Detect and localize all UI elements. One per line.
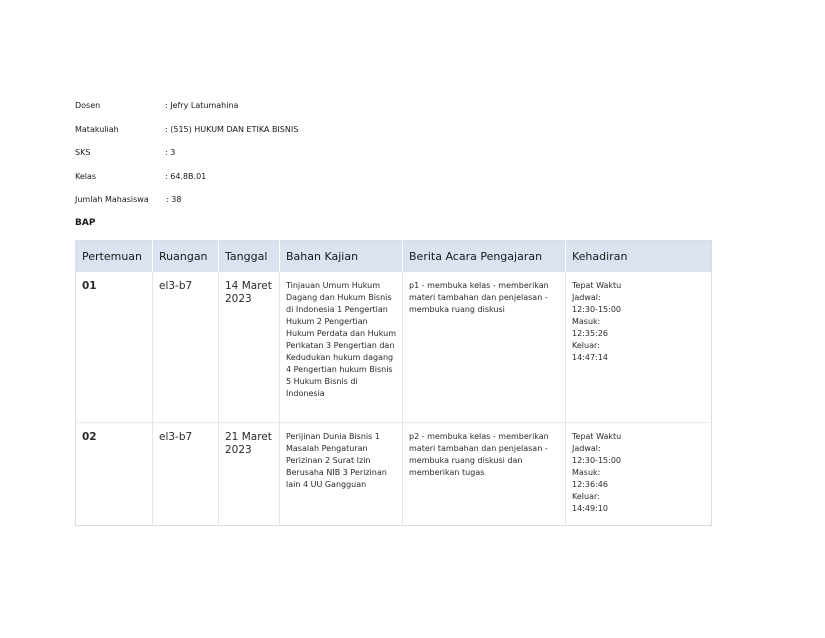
table-header-row: [76, 241, 712, 273]
info-label: Kelas: [75, 171, 97, 181]
info-label: Matakuliah: [75, 124, 119, 134]
cell-pertemuan: 02: [76, 422, 153, 525]
kehadiran-jadwal-label: Jadwal:: [572, 443, 601, 453]
info-value: : 38: [166, 195, 182, 204]
header-bahan-kajian: Bahan Kajian: [280, 241, 403, 273]
info-label: SKS: [75, 148, 91, 157]
kehadiran-keluar: 14:47:14: [572, 353, 608, 362]
kehadiran-masuk-label: Masuk:: [572, 467, 601, 477]
table-row: [76, 272, 712, 422]
header-pertemuan: Pertemuan: [76, 241, 153, 273]
cell-berita-acara: p2 - membuka kelas - memberikan materi tambahan dan penjelasan - membuka ruang diskusi dan memberikan tugas: [403, 422, 566, 525]
info-value: : 64.8B.01: [165, 171, 207, 181]
kehadiran-status: Tepat Waktu: [572, 281, 622, 290]
cell-kehadiran: [566, 272, 712, 422]
bap-table: [75, 240, 712, 526]
kehadiran-keluar-label: Keluar:: [572, 341, 600, 350]
cell-pertemuan: 01: [76, 272, 153, 422]
kehadiran-jadwal: 12:30-15:00: [572, 305, 621, 314]
kehadiran-masuk: 12:36:46: [572, 479, 608, 489]
cell-tanggal: 14 Maret 2023: [219, 272, 280, 422]
info-label: Jumlah Mahasiswa: [75, 195, 149, 204]
info-label: Dosen: [75, 101, 101, 110]
cell-berita-acara: p1 - membuka kelas - memberikan materi tambahan dan penjelasan - membuka ruang diskusi: [403, 272, 566, 422]
cell-bahan-kajian: Tinjauan Umum Hukum Dagang dan Hukum Bisnis di Indonesia 1 Pengertian Hukum 2 Pengertian Hukum Perdata dan Hukum Perikatan 3 Pengertian dan Kedudukan hukum dagang 4 Pengertian hukum Bisnis 5 Hukum Bisnis di Indonesia: [280, 272, 403, 422]
header-tanggal: Tanggal: [219, 241, 280, 273]
cell-bahan-kajian: Perijinan Dunia Bisnis 1 Masalah Pengaturan Perizinan 2 Surat Izin Berusaha NIB 3 Perizinan lain 4 UU Gangguan: [280, 422, 403, 525]
header-berita-acara: Berita Acara Pengajaran: [403, 241, 566, 273]
info-value: : 3: [165, 148, 176, 157]
info-value: : (515) HUKUM DAN ETIKA BISNIS: [165, 124, 299, 134]
table-row: [76, 422, 712, 525]
kehadiran-jadwal: 12:30-15:00: [572, 455, 621, 465]
kehadiran-keluar-label: Keluar:: [572, 491, 600, 501]
kehadiran-masuk: 12:35:26: [572, 329, 608, 338]
kehadiran-jadwal-label: Jadwal:: [572, 293, 601, 302]
cell-kehadiran: [566, 422, 712, 525]
bap-title: BAP: [75, 218, 96, 228]
cell-ruangan: el3-b7: [153, 422, 219, 525]
cell-ruangan: el3-b7: [153, 272, 219, 422]
kehadiran-masuk-label: Masuk:: [572, 317, 601, 326]
kehadiran-status: Tepat Waktu: [572, 431, 622, 441]
header-kehadiran: Kehadiran: [566, 241, 712, 273]
info-value: : Jefry Latumahina: [165, 101, 239, 110]
header-ruangan: Ruangan: [153, 241, 219, 273]
cell-tanggal: 21 Maret 2023: [219, 422, 280, 525]
kehadiran-keluar: 14:49:10: [572, 503, 608, 513]
